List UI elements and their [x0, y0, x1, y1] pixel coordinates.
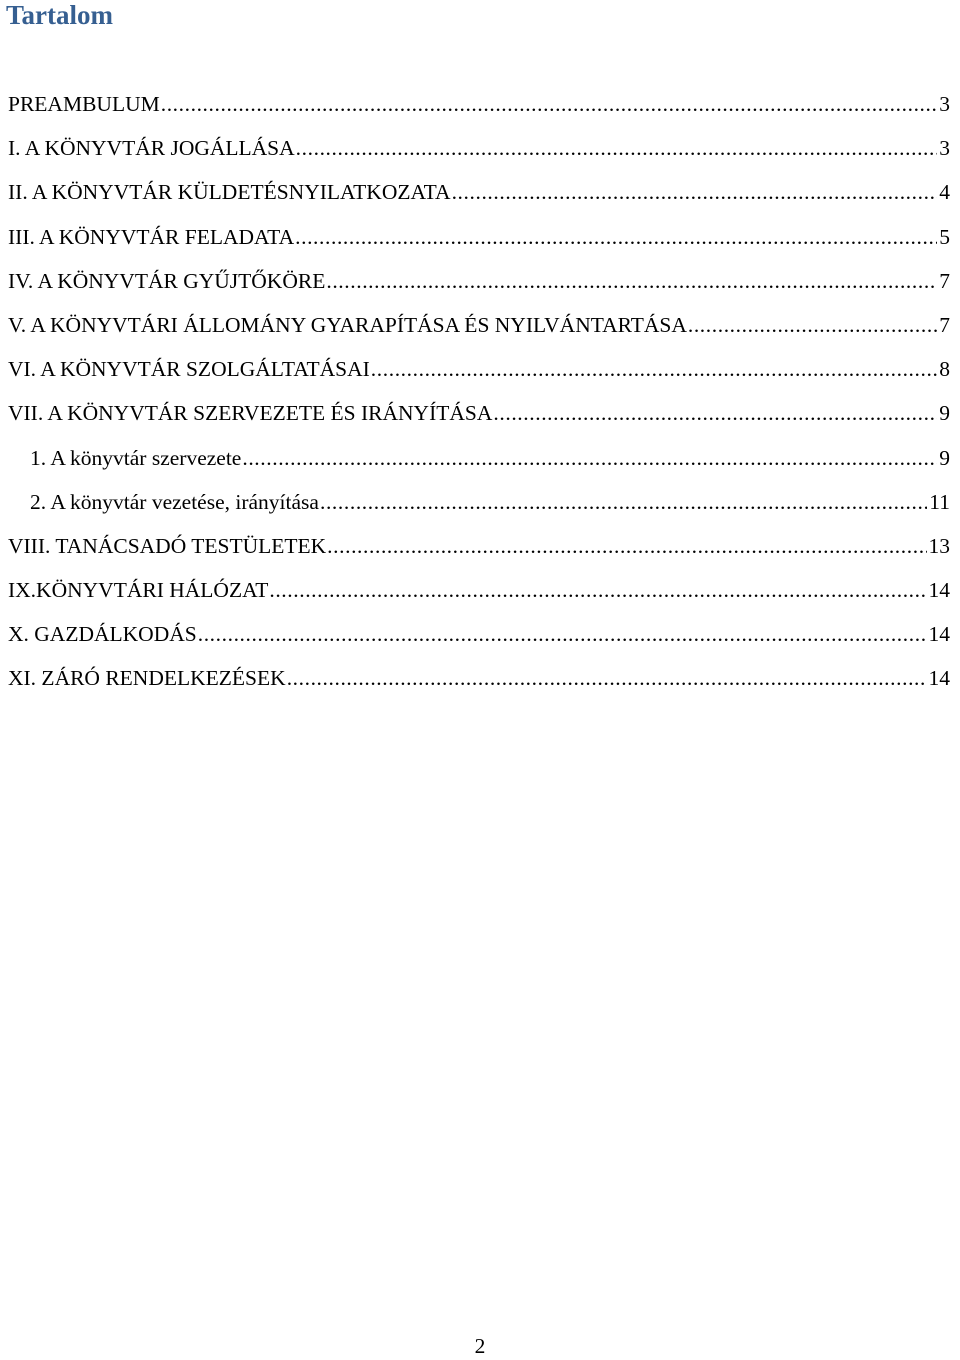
- toc-entry-title: VI. A KÖNYVTÁR SZOLGÁLTATÁSAI: [8, 352, 370, 386]
- dot-leader: [269, 573, 926, 607]
- toc-entry-title: X. GAZDÁLKODÁS: [8, 617, 197, 651]
- toc-entry-page: 4: [939, 175, 960, 209]
- toc-heading: Tartalom: [6, 0, 113, 32]
- toc-entry-page: 14: [929, 617, 960, 651]
- toc-entry-title: PREAMBULUM: [8, 87, 160, 121]
- table-of-contents: [8, 87, 960, 706]
- page-number: 2: [0, 1332, 960, 1360]
- toc-entry[interactable]: [8, 131, 960, 175]
- dot-leader: [688, 308, 937, 342]
- toc-subentry[interactable]: [8, 485, 960, 529]
- toc-entry[interactable]: [8, 661, 960, 705]
- toc-entry-page: 8: [939, 352, 960, 386]
- toc-entry-title: 1. A könyvtár szervezete: [30, 441, 241, 475]
- dot-leader: [320, 485, 927, 519]
- toc-entry[interactable]: [8, 529, 960, 573]
- dot-leader: [296, 131, 938, 165]
- toc-entry-page: 11: [929, 485, 960, 519]
- toc-entry[interactable]: [8, 396, 960, 440]
- toc-entry[interactable]: [8, 87, 960, 131]
- toc-entry[interactable]: [8, 352, 960, 396]
- dot-leader: [371, 352, 937, 386]
- dot-leader: [295, 220, 937, 254]
- toc-entry-title: IV. A KÖNYVTÁR GYŰJTŐKÖRE: [8, 264, 325, 298]
- toc-entry-page: 14: [929, 573, 960, 607]
- toc-entry[interactable]: [8, 264, 960, 308]
- toc-entry-page: 9: [939, 396, 960, 430]
- toc-entry-page: 3: [939, 87, 960, 121]
- toc-entry-title: VII. A KÖNYVTÁR SZERVEZETE ÉS IRÁNYÍTÁSA: [8, 396, 492, 430]
- dot-leader: [198, 617, 927, 651]
- toc-entry[interactable]: [8, 175, 960, 219]
- toc-entry[interactable]: [8, 220, 960, 264]
- dot-leader: [452, 175, 938, 209]
- toc-entry-title: XI. ZÁRÓ RENDELKEZÉSEK: [8, 661, 286, 695]
- toc-entry-page: 13: [929, 529, 960, 563]
- dot-leader: [161, 87, 938, 121]
- toc-entry-page: 7: [939, 308, 960, 342]
- dot-leader: [493, 396, 937, 430]
- dot-leader: [242, 441, 937, 475]
- dot-leader: [326, 264, 937, 298]
- toc-entry-title: IX.KÖNYVTÁRI HÁLÓZAT: [8, 573, 268, 607]
- toc-entry-title: V. A KÖNYVTÁRI ÁLLOMÁNY GYARAPÍTÁSA ÉS NYILVÁNTARTÁSA: [8, 308, 687, 342]
- toc-entry[interactable]: [8, 308, 960, 352]
- dot-leader: [287, 661, 927, 695]
- toc-entry-title: II. A KÖNYVTÁR KÜLDETÉSNYILATKOZATA: [8, 175, 451, 209]
- toc-entry-title: III. A KÖNYVTÁR FELADATA: [8, 220, 294, 254]
- toc-entry-page: 9: [939, 441, 960, 475]
- dot-leader: [327, 529, 926, 563]
- toc-entry[interactable]: [8, 617, 960, 661]
- toc-entry-title: I. A KÖNYVTÁR JOGÁLLÁSA: [8, 131, 295, 165]
- toc-entry-page: 3: [939, 131, 960, 165]
- toc-entry-page: 7: [939, 264, 960, 298]
- toc-entry-title: VIII. TANÁCSADÓ TESTÜLETEK: [8, 529, 326, 563]
- toc-subentry[interactable]: [8, 441, 960, 485]
- toc-entry-title: 2. A könyvtár vezetése, irányítása: [30, 485, 319, 519]
- toc-entry-page: 5: [939, 220, 960, 254]
- toc-entry-page: 14: [929, 661, 960, 695]
- toc-entry[interactable]: [8, 573, 960, 617]
